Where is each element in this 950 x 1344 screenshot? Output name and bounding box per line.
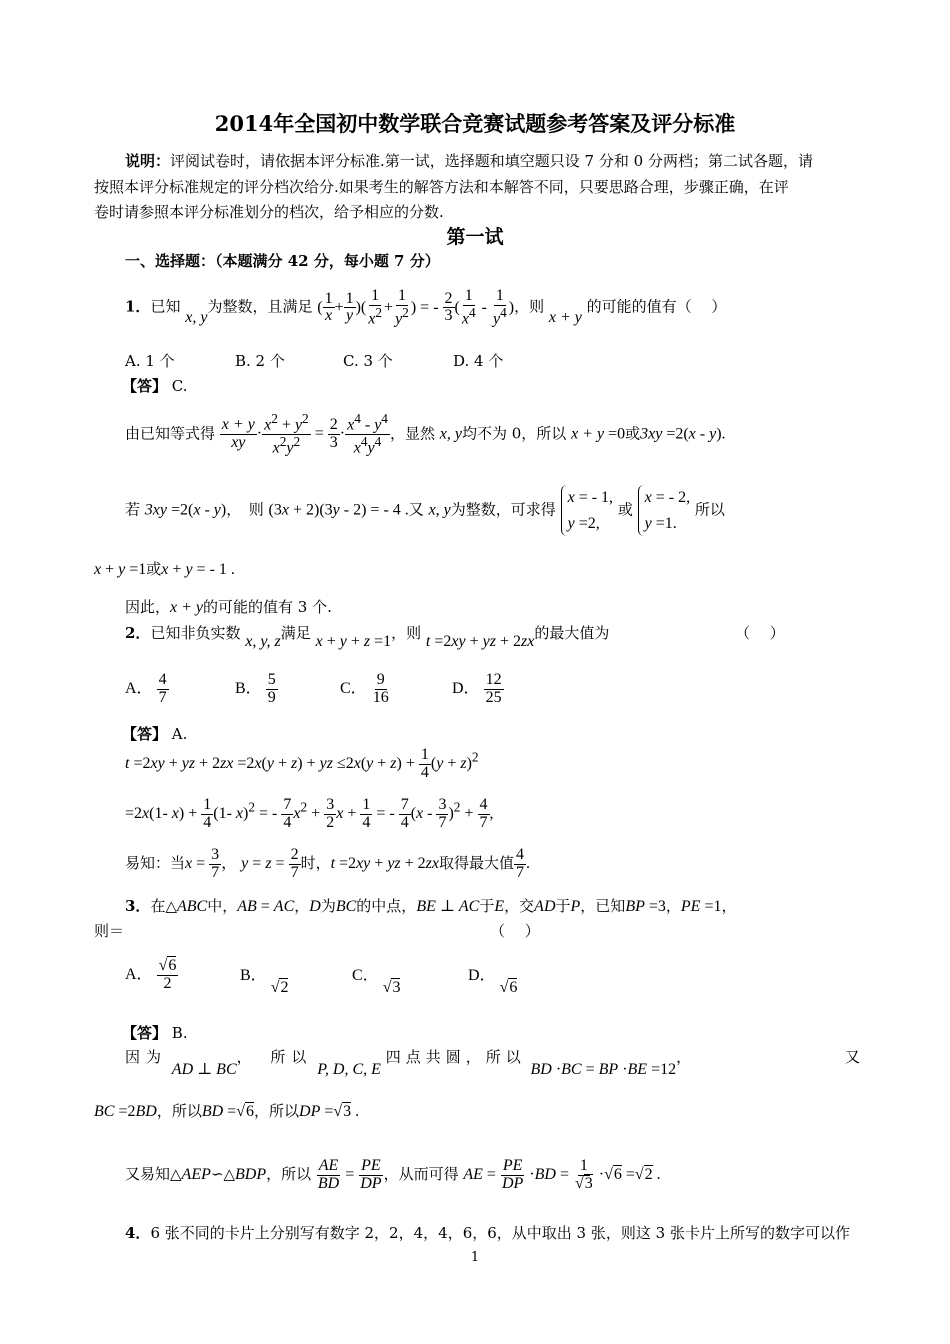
q3-text: 于 bbox=[555, 897, 571, 915]
answer-label: 【答】 bbox=[122, 377, 168, 395]
q3-then: 则＝ bbox=[94, 922, 125, 940]
q1-equation: ( $\frac{1}{x}$ + $\frac{1}{y}$ )( $\frac{1}{x^2}$ + $\frac{1}{y^2}$ ) = - $\frac{2}{3}$ ( $\frac{1}{x^4}$ - $\frac{1}{y^4}$ ) bbox=[317, 287, 515, 328]
question-number: 4． bbox=[125, 1224, 151, 1242]
answer-label: 【答】 bbox=[122, 1024, 168, 1042]
sol-text: ，显然 bbox=[389, 424, 435, 443]
q2-option-b: B． $\frac{5}{9}$ bbox=[235, 671, 276, 706]
q1-solution-1: 由已知等式得 $\frac{x + y}{xy}$ · $\frac{x^2 + y^2}{x^2y^2}$ = $\frac{2}{3}$ · $\frac{x^4 - y^4}{x^4y^4}$ ，显然 x, y均不为 0，所以 x + y =0或3xy =2(x - y). bbox=[125, 411, 726, 457]
question-number: 3． bbox=[125, 897, 151, 915]
question-number: 2． bbox=[125, 624, 151, 642]
q2-text-d: 的最大值为 bbox=[534, 624, 610, 642]
q1-text-b: 为整数，且满足 bbox=[207, 297, 313, 316]
q1-solution-3: x + y =1或x + y = - 1 . bbox=[94, 560, 235, 578]
sol-text: ， 则 bbox=[226, 500, 264, 519]
q3-text: 在△ bbox=[150, 897, 177, 915]
q1-conclusion: 因此，x + y的可能的值有 3 个. bbox=[125, 598, 332, 616]
section-title: 第一试 bbox=[446, 226, 504, 248]
answer-label: 【答】 bbox=[122, 725, 168, 743]
sol-text: 又易知△ bbox=[125, 1164, 182, 1183]
sol-text: 所以 bbox=[270, 1048, 313, 1066]
page-title: 2014年全国初中数学联合竞赛试题参考答案及评分标准 bbox=[214, 111, 736, 136]
q2-text-c: ，则 bbox=[391, 624, 422, 642]
q1-option-a: A. 1 个 bbox=[125, 352, 175, 370]
q1-option-c: C. 3 个 bbox=[343, 352, 393, 370]
q2-text-b: 满足 bbox=[280, 624, 311, 642]
q2-solution-3: 易知：当x = $\frac{3}{7}$ ， y = z = $\frac{2}{7}$ 时，t =2xy + yz + 2zx取得最大值 $\frac{4}{7}$ . bbox=[125, 846, 531, 881]
q2-paren: （ ） bbox=[735, 624, 785, 642]
sol-text: ，所以 bbox=[266, 1164, 312, 1183]
question-2: 2．已知非负实数 x, y, z满足 x + y + z =1，则 t =2xy + yz + 2zx的最大值为 bbox=[125, 624, 610, 650]
note-text-1: 评阅试卷时，请依据本评分标准.第一试，选择题和填空题只设 7 分和 0 分两档；第二试各题，请 bbox=[170, 152, 813, 170]
note-line-2: 按照本评分标准规定的评分档次给分.如果考生的解答方法和本解答不同，只要思路合理，步骤正确，在评 bbox=[94, 178, 789, 196]
part-heading: 一、选择题：（本题满分 42 分，每小题 7 分） bbox=[125, 252, 440, 270]
sol-text: 的可能的值有 3 个. bbox=[203, 598, 332, 616]
sol-text: 或 bbox=[625, 424, 641, 443]
q1-option-b: B. 2 个 bbox=[235, 352, 285, 370]
q4-text: 6 张不同的卡片上分别写有数字 2，2，4，4，6，6，从中取出 3 张，则这 3 张卡片上所写的数字可以作 bbox=[150, 1224, 850, 1242]
question-1 bbox=[125, 288, 726, 328]
q2-answer bbox=[122, 723, 187, 744]
question-4 bbox=[125, 1222, 850, 1243]
sol-text: 由已知等式得 bbox=[125, 424, 216, 443]
q3-text: 于 bbox=[479, 897, 495, 915]
answer-value: C. bbox=[171, 377, 188, 395]
q1-text-d: 的可能的值有（ ） bbox=[586, 297, 727, 316]
sol-text: 所以 bbox=[171, 1102, 202, 1120]
note-label: 说明： bbox=[125, 152, 171, 170]
sol-text: 取得最大值 bbox=[439, 853, 515, 872]
q3-answer bbox=[122, 1022, 188, 1043]
question-number: 1． bbox=[125, 297, 151, 316]
q3-option-b: B． √2 bbox=[240, 967, 289, 996]
sol-text: 又 bbox=[844, 1048, 860, 1066]
sol-text: 因此， bbox=[125, 598, 171, 616]
sol-text: 易知：当 bbox=[125, 853, 186, 872]
answer-value: A. bbox=[171, 725, 188, 743]
q1-text-c: ，则 bbox=[514, 297, 545, 316]
q3-paren: （ ） bbox=[490, 922, 540, 940]
q3-text: 为 bbox=[320, 897, 336, 915]
answer-value: B. bbox=[171, 1024, 188, 1042]
q1-sum: x + y bbox=[548, 308, 582, 326]
sol-text: 所以 bbox=[694, 500, 725, 519]
sol-text: ∽△ bbox=[210, 1164, 235, 1183]
q3-option-d: D． √6 bbox=[468, 967, 518, 996]
sol-text: 均不为 0，所以 bbox=[461, 424, 567, 443]
q3-text: ，交 bbox=[504, 897, 535, 915]
q2-option-d: D． $\frac{12}{25}$ bbox=[452, 671, 502, 706]
question-3: 3．在△ABC中，AB = AC，D为BC的中点，BE ⊥ AC于E，交AD于P，已知BP =3，PE =1， bbox=[125, 897, 737, 915]
sol-text: 或 bbox=[617, 500, 633, 519]
q1-solution-2: 若 3xy =2(x - y)， 则 (3x + 2)(3y - 2) = - 4 .又 x, y为整数，可求得 x = - 1, y =2, 或 x = - 2, y =1. 所以 bbox=[125, 485, 725, 536]
q2-text: 已知非负实数 bbox=[150, 624, 241, 642]
q3-text: 中， bbox=[207, 897, 238, 915]
sol-text: 为整数，可求得 bbox=[450, 500, 556, 519]
note-line-1 bbox=[125, 150, 813, 171]
sol-text: 又 bbox=[408, 500, 424, 519]
sol-text: 四点共圆，所以 bbox=[385, 1048, 526, 1066]
sol-text: 时， bbox=[300, 853, 331, 872]
page-number: 1 bbox=[470, 1250, 480, 1265]
q3-text: ，已知 bbox=[580, 897, 626, 915]
q3-option-c: C． √3 bbox=[352, 967, 401, 996]
q3-solution-2: BC =2BD，所以BD =√6，所以DP =√3 . bbox=[94, 1102, 360, 1120]
sol-text: 所以 bbox=[269, 1102, 300, 1120]
note-line-3: 卷时请参照本评分标准划分的档次，给予相应的分数. bbox=[94, 203, 444, 221]
sol-text: 若 bbox=[125, 500, 141, 519]
q3-option-a: A． $\frac{√6}{2}$ bbox=[125, 957, 177, 992]
q1-vars: x, y bbox=[185, 308, 208, 326]
q1-text: 已知 bbox=[150, 297, 181, 316]
q1-answer bbox=[122, 375, 188, 396]
sol-text: 因为 bbox=[125, 1048, 168, 1066]
q2-solution-2: =2x(1- x) + $\frac{1}{4}$ (1- x)$^2$ = - $\frac{7}{4}$ $x^2$ + $\frac{3}{2}$ x + $\frac{1}{4}$ = - $\frac{7}{4}$ (x - $\frac{3}{7}$ )$^2$ + $\frac{4}{7}$ , bbox=[125, 796, 494, 831]
q3-text: 的中点， bbox=[356, 897, 417, 915]
sol-text: 或 bbox=[146, 560, 162, 578]
q2-option-c: C． $\frac{9}{16}$ bbox=[340, 671, 389, 706]
sol-text: ，从而可得 bbox=[383, 1164, 459, 1183]
q1-option-d: D. 4 个 bbox=[453, 352, 504, 370]
q2-option-a: A． $\frac{4}{7}$ bbox=[125, 671, 167, 706]
q2-solution-1: t =2xy + yz + 2zx =2x(y + z) + yz ≤2x(y + z) + $\frac{1}{4}$ $(y + z)^2$ bbox=[125, 746, 479, 781]
q3-solution-1: 因为 AD ⊥ BC， 所以 P, D, C, E 四点共圆，所以 BD ·BC = BP ·BE =12， 又 bbox=[125, 1048, 860, 1078]
q3-solution-3: 又易知△AEP∽△BDP，所以 $\frac{AE}{BD}$ = $\frac{PE}{DP}$ ，从而可得 AE = $\frac{PE}{DP}$ ·BD = $\frac{1}{√3}$ ·√6 =√2 . bbox=[125, 1157, 661, 1192]
